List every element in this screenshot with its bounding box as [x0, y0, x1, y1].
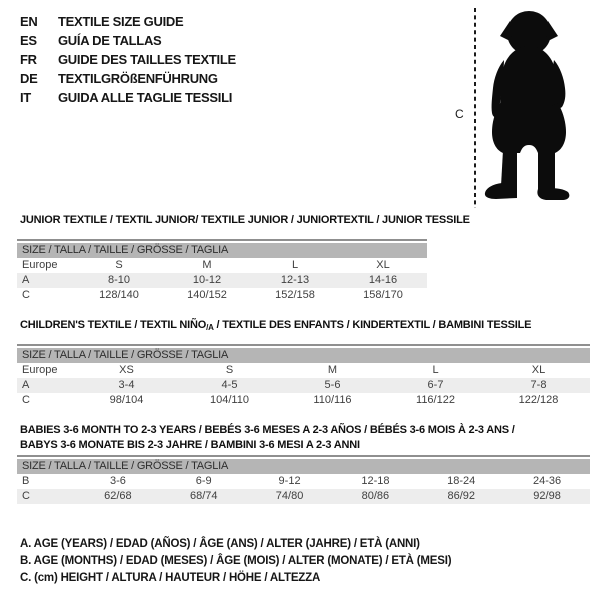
table-topline [17, 239, 427, 241]
height-cell: 62/68 [104, 490, 132, 502]
language-title: TEXTILGRÖßENFÜHRUNG [58, 71, 218, 86]
children-title-subscript: /A [206, 323, 214, 332]
age-cell: 3-4 [118, 379, 135, 391]
size-cell: XS [119, 364, 134, 376]
language-title: GUÍA DE TALLAS [58, 33, 162, 48]
language-code: DE [20, 71, 38, 86]
age-cell: 4-5 [221, 379, 238, 391]
children-title-suffix: / TEXTILE DES ENFANTS / KINDERTEXTIL / BAMBINI TESSILE [213, 319, 532, 331]
table-row-europe [17, 258, 427, 273]
months-cell: 18-24 [447, 475, 476, 487]
footnote-legend [20, 536, 451, 587]
size-cell: M [202, 259, 212, 271]
size-cell: L [432, 364, 439, 376]
table-row-height [17, 393, 590, 408]
language-code: FR [20, 52, 37, 67]
age-cell: 6-7 [427, 379, 444, 391]
table-row-height [17, 288, 427, 303]
table-row-months [17, 474, 590, 489]
table-row-age [17, 273, 427, 288]
babies-title-line1: BABIES 3-6 MONTH TO 2-3 YEARS / BEBÉS 3-6 MESES A 2-3 AÑOS / BÉBÉS 3-6 MOIS À 2-3 ANS / [20, 424, 515, 436]
height-cell: 128/140 [99, 289, 139, 301]
language-title: GUIDE DES TAILLES TEXTILE [58, 52, 236, 67]
junior-table-title-text: JUNIOR TEXTILE / TEXTIL JUNIOR/ TEXTILE JUNIOR / JUNIORTEXTIL / JUNIOR TESSILE [20, 214, 470, 226]
height-cell: 110/116 [313, 394, 352, 406]
row-label: Europe [22, 364, 58, 376]
height-label-c: C [455, 107, 464, 121]
babies-table-title [20, 423, 515, 453]
language-row [20, 12, 236, 31]
size-header-bar: SIZE / TALLA / TAILLE / GRÖSSE / TAGLIA [17, 243, 427, 258]
table-topline [17, 455, 590, 457]
children-table-title [20, 318, 531, 335]
height-cell: 98/104 [109, 394, 144, 406]
language-title-list [20, 12, 236, 107]
size-cell: S [225, 364, 234, 376]
row-label: A [22, 379, 30, 391]
footnote-height-cm: C. (cm) HEIGHT / ALTURA / HAUTEUR / HÖHE / ALTEZZA [20, 572, 321, 584]
size-cell: S [115, 259, 123, 271]
junior-table-title [20, 213, 470, 228]
language-row [20, 69, 236, 88]
footnote-age-years: A. AGE (YEARS) / EDAD (AÑOS) / ÂGE (ANS) / ALTER (JAHRE) / ETÀ (ANNI) [20, 538, 420, 550]
months-cell: 6-9 [195, 475, 212, 487]
size-header-bar: SIZE / TALLA / TAILLE / GRÖSSE / TAGLIA [17, 348, 590, 363]
language-code: ES [20, 33, 37, 48]
table-row-height [17, 489, 590, 504]
row-label: A [22, 274, 30, 286]
language-row [20, 88, 236, 107]
baby-silhouette-icon [485, 11, 569, 200]
months-cell: 9-12 [278, 475, 301, 487]
table-topline [17, 344, 590, 346]
size-cell: XL [531, 364, 546, 376]
language-title: TEXTILE SIZE GUIDE [58, 14, 184, 29]
footnote-age-months: B. AGE (MONTHS) / EDAD (MESES) / ÂGE (MOIS) / ALTER (MONATE) / ETÀ (MESI) [20, 555, 452, 567]
language-title: GUIDA ALLE TAGLIE TESSILI [58, 90, 233, 105]
language-row [20, 31, 236, 50]
babies-title-line2: BABYS 3-6 MONATE BIS 2-3 JAHRE / BAMBINI 3-6 MESI A 2-3 ANNI [20, 439, 360, 451]
size-cell: XL [376, 259, 390, 271]
months-cell: 24-36 [532, 475, 562, 487]
children-title-prefix: CHILDREN'S TEXTILE / TEXTIL NIÑO [20, 319, 207, 331]
language-code: EN [20, 14, 38, 29]
row-label: C [22, 289, 30, 301]
language-code: IT [20, 90, 31, 105]
height-cell: 116/122 [416, 394, 455, 406]
baby-silhouette-figure [450, 0, 590, 215]
height-cell: 68/74 [189, 490, 218, 502]
junior-size-table [17, 239, 427, 303]
children-size-table [17, 344, 590, 408]
height-cell: 140/152 [187, 289, 227, 301]
age-cell: 7-8 [530, 379, 547, 391]
row-label: C [22, 490, 30, 502]
age-cell: 8-10 [107, 274, 131, 286]
row-label: Europe [22, 259, 58, 271]
table-row-age [17, 378, 590, 393]
row-label: C [22, 394, 30, 406]
height-cell: 158/170 [363, 289, 403, 301]
babies-size-table [17, 455, 590, 504]
height-cell: 152/158 [275, 289, 315, 301]
age-cell: 12-13 [280, 274, 310, 286]
height-cell: 104/110 [210, 394, 249, 406]
months-cell: 3-6 [109, 475, 126, 487]
age-cell: 10-12 [192, 274, 222, 286]
size-header-bar: SIZE / TALLA / TAILLE / GRÖSSE / TAGLIA [17, 459, 590, 474]
months-cell: 12-18 [361, 475, 390, 487]
height-cell: 86/92 [447, 490, 475, 502]
size-cell: M [327, 364, 338, 376]
size-cell: L [291, 259, 299, 271]
height-cell: 122/128 [518, 394, 559, 406]
height-cell: 80/86 [361, 490, 390, 502]
height-cell: 92/98 [533, 490, 561, 502]
height-cell: 74/80 [275, 490, 304, 502]
language-row [20, 50, 236, 69]
table-row-europe [17, 363, 590, 378]
age-cell: 14-16 [368, 274, 398, 286]
row-label: B [22, 475, 30, 487]
age-cell: 5-6 [324, 379, 341, 391]
